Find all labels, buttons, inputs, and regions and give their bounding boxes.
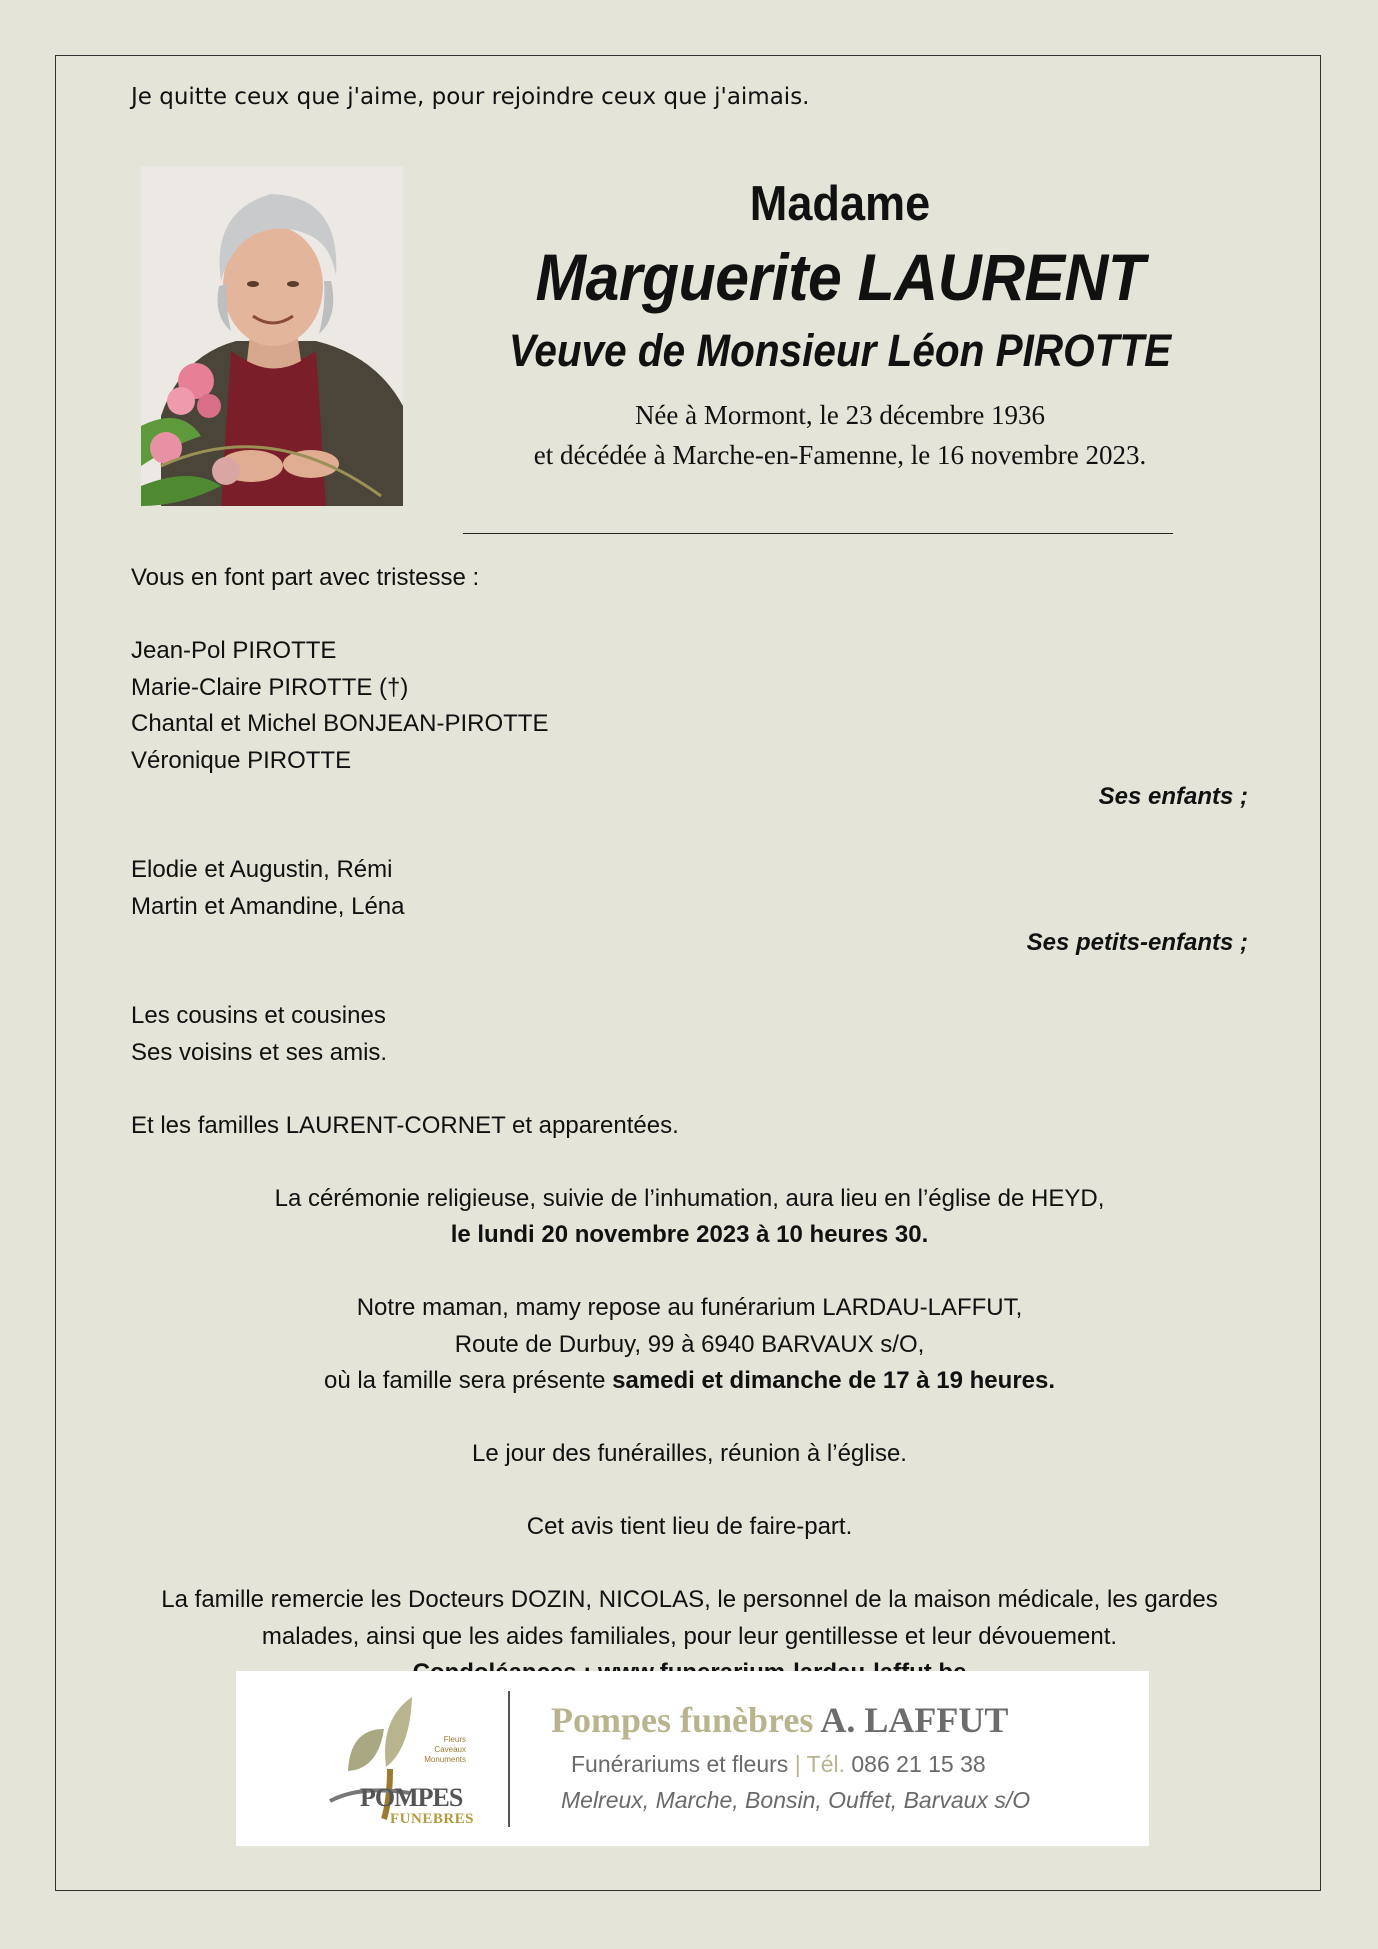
thanks-line: La famille remercie les Docteurs DOZIN, NICOLAS, le personnel de la maison médicale, les gardes [161,1586,1218,1613]
honorific: Madame [749,177,931,231]
logo-word-funebres: FUNEBRES [390,1811,475,1827]
child-item: Jean-Pol PIROTTE [131,637,337,664]
relatives-item: Les cousins et cousines [131,1002,386,1029]
widow-of: Veuve de Monsieur Léon PIROTTE [508,325,1172,376]
children-label: Ses enfants ; [1098,783,1248,810]
ceremony-line: La cérémonie religieuse, suivie de l’inhumation, aura lieu en l’église de HEYD, [274,1184,1105,1212]
meeting-line: Le jour des funérailles, réunion à l’église. [472,1440,907,1467]
funeral-home-title: Pompes funèbres A. LAFFUT [551,1700,1009,1740]
birth-line: Née à Mormont, le 23 décembre 1936 [634,400,1046,430]
grandchild-item: Martin et Amandine, Léna [131,892,405,920]
families-line: Et les familles LAURENT-CORNET et apparentées. [131,1111,679,1139]
child-item: Véronique PIROTTE [131,746,352,774]
logo-divider [508,1691,510,1827]
child-item: Marie-Claire PIROTTE (†) [131,673,409,701]
deceased-header [440,177,1240,475]
portrait-photo-illustration [141,166,403,506]
ceremony-date: le lundi 20 novembre 2023 à 10 heures 30. [450,1221,929,1248]
rest-address: Route de Durbuy, 99 à 6940 BARVAUX s/O, [454,1330,925,1358]
relatives-item: Ses voisins et ses amis. [131,1038,388,1066]
notice-line: Cet avis tient lieu de faire-part. [526,1513,853,1540]
deceased-name: Marguerite LAURENT [535,240,1145,314]
funeral-home-contact: Funérariums et fleurs | Tél. 086 21 15 38 [571,1751,986,1777]
visiting-hours-times: samedi et dimanche de 17 à 19 heures. [612,1367,1056,1394]
logo-word-pompes: POMPES [360,1783,463,1812]
life-dates [440,395,1240,475]
grandchild-item: Elodie et Augustin, Rémi [131,856,393,883]
funeral-home-locations: Melreux, Marche, Bonsin, Ouffet, Barvaux s/O [561,1787,1031,1813]
logo-services: Fleurs Caveaux Monuments [424,1735,466,1764]
rest-line: Notre maman, mamy repose au funérarium LARDAU-LAFFUT, [356,1294,1023,1321]
opening-quote: Je quitte ceux que j'aime, pour rejoindre ceux que j'aimais. [131,84,810,110]
thanks-line: malades, ainsi que les aides familiales, pour leur gentillesse et leur dévouement. [261,1622,1118,1650]
death-line: et décédée à Marche-en-Famenne, le 16 novembre 2023. [533,440,1147,470]
portrait-photo [141,166,403,506]
funeral-home-banner [236,1671,1149,1846]
family-section [131,560,1248,1692]
grandchildren-label: Ses petits-enfants ; [1026,929,1248,956]
header-divider [463,533,1173,534]
intro-line: Vous en font part avec tristesse : [131,564,480,591]
phone-number[interactable]: 086 21 15 38 [851,1751,986,1777]
visiting-hours: où la famille sera présente samedi et dimanche de 17 à 19 heures. [323,1367,1056,1394]
child-item: Chantal et Michel BONJEAN-PIROTTE [131,710,549,737]
